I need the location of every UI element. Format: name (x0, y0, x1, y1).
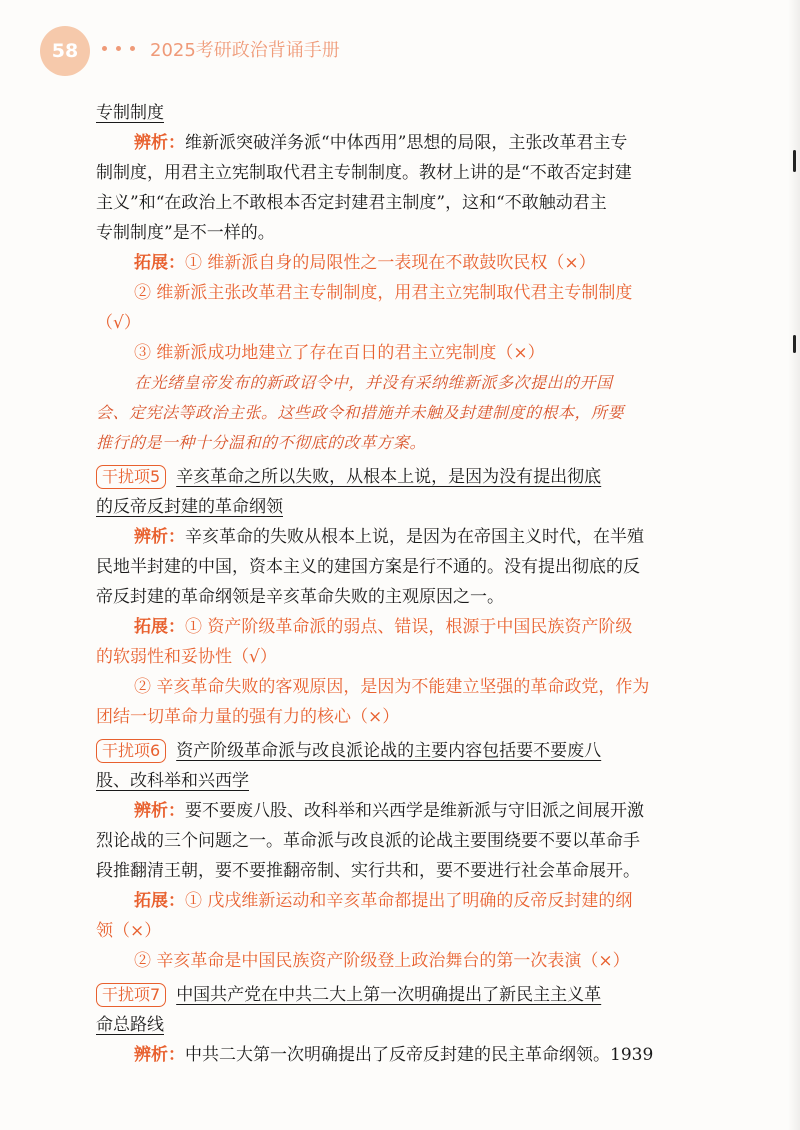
line-text: （√） (96, 313, 141, 333)
extension-line (96, 702, 706, 732)
extension-line (96, 612, 706, 642)
text-line (96, 552, 706, 582)
line-text: ② 辛亥革命是中国民族资产阶级登上政治舞台的第一次表演（×） (134, 951, 630, 971)
line-text: 中共二大第一次明确提出了反帝反封建的民主革命纲领。1939 (185, 1045, 654, 1065)
distractor-line (96, 736, 706, 766)
line-text: ① 戊戌维新运动和辛亥革命都提出了明确的反帝反封建的纲 (185, 891, 633, 911)
analysis-label: 辨析： (134, 133, 185, 153)
analysis-label: 辨析： (134, 1045, 185, 1065)
line-text: ① 维新派自身的局限性之一表现在不敢鼓吹民权（×） (185, 253, 596, 273)
text-line (96, 188, 706, 218)
dot-icon (116, 46, 121, 51)
line-text: 的反帝反封建的革命纲领 (96, 497, 283, 517)
line-text: ② 维新派主张改革君主专制制度，用君主立宪制取代君主专制制度 (134, 283, 633, 303)
analysis-line (96, 796, 706, 826)
line-text: 帝反封建的革命纲领是辛亥革命失败的主观原因之一。 (96, 587, 504, 607)
line-text: 民地半封建的中国，资本主义的建国方案是行不通的。没有提出彻底的反 (96, 557, 640, 577)
page-number: 58 (51, 40, 79, 62)
line-text: 的软弱性和妥协性（√） (96, 647, 277, 667)
text-line (96, 826, 706, 856)
line-text: 辛亥革命的失败从根本上说，是因为在帝国主义时代，在半殖 (185, 527, 644, 547)
text-line (96, 856, 706, 886)
extension-line (96, 308, 706, 338)
extension-line (96, 338, 706, 368)
extension-line (96, 916, 706, 946)
extension-line (96, 886, 706, 916)
note-text: 推行的是一种十分温和的不彻底的改革方案。 (96, 433, 427, 452)
text-line (96, 766, 706, 796)
text-line (96, 1010, 706, 1040)
distractor-text: 资产阶级革命派与改良派论战的主要内容包括要不要废八 (176, 741, 602, 761)
header-dots (102, 40, 135, 51)
distractor-line (96, 462, 706, 492)
line-text: 专制制度”是不一样的。 (96, 223, 275, 243)
distractor-tag: 干扰项5 (96, 465, 166, 489)
line-text: 专制制度 (96, 103, 164, 123)
dot-icon (102, 46, 107, 51)
distractor-tag: 干扰项7 (96, 983, 166, 1007)
line-text: ② 辛亥革命失败的客观原因，是因为不能建立坚强的革命政党，作为 (134, 677, 650, 697)
extension-label: 拓展： (134, 891, 185, 911)
extension-line (96, 672, 706, 702)
distractor-line (96, 980, 706, 1010)
note-line (96, 428, 706, 458)
line-text: 维新派突破洋务派“中体西用”思想的局限，主张改革君主专 (185, 133, 628, 153)
line-text: 团结一切革命力量的强有力的核心（×） (96, 707, 400, 727)
extension-line (96, 946, 706, 976)
note-line (96, 398, 706, 428)
extension-label: 拓展： (134, 253, 185, 273)
line-text: ③ 维新派成功地建立了存在百日的君主立宪制度（×） (134, 343, 545, 363)
page-content (96, 98, 706, 1070)
note-text: 在光绪皇帝发布的新政诏令中，并没有采纳维新派多次提出的开国 (134, 373, 613, 392)
line-text: 命总路线 (96, 1015, 164, 1035)
edge-mark (793, 335, 796, 353)
text-line (96, 492, 706, 522)
extension-line (96, 278, 706, 308)
note-line (96, 368, 706, 398)
distractor-text: 中国共产党在中共二大上第一次明确提出了新民主主义革 (176, 985, 602, 1005)
analysis-label: 辨析： (134, 801, 185, 821)
extension-line (96, 642, 706, 672)
text-line (96, 218, 706, 248)
extension-label: 拓展： (134, 617, 185, 637)
analysis-label: 辨析： (134, 527, 185, 547)
line-text: 领（×） (96, 921, 162, 941)
distractor-tag: 干扰项6 (96, 739, 166, 763)
text-line (96, 98, 706, 128)
note-text: 会、定宪法等政治主张。这些政令和措施并未触及封建制度的根本，所要 (96, 403, 625, 422)
text-line (96, 582, 706, 612)
edge-mark (793, 150, 796, 172)
analysis-line (96, 1040, 706, 1070)
book-title: 2025考研政治背诵手册 (150, 40, 340, 61)
dot-icon (130, 46, 135, 51)
line-text: 制制度，用君主立宪制取代君主专制制度。教材上讲的是“不敢否定封建 (96, 163, 632, 183)
line-text: 主义”和“在政治上不敢根本否定封建君主制度”，这和“不敢触动君主 (96, 193, 607, 213)
line-text: 烈论战的三个问题之一。革命派与改良派的论战主要围绕要不要以革命手 (96, 831, 640, 851)
extension-line (96, 248, 706, 278)
analysis-line (96, 128, 706, 158)
line-text: 股、改科举和兴西学 (96, 771, 249, 791)
line-text: 要不要废八股、改科举和兴西学是维新派与守旧派之间展开激 (185, 801, 644, 821)
line-text: 段推翻清王朝，要不要推翻帝制、实行共和，要不要进行社会革命展开。 (96, 861, 640, 881)
analysis-line (96, 522, 706, 552)
page-header (40, 26, 380, 76)
text-line (96, 158, 706, 188)
line-text: ① 资产阶级革命派的弱点、错误，根源于中国民族资产阶级 (185, 617, 633, 637)
distractor-text: 辛亥革命之所以失败，从根本上说，是因为没有提出彻底 (176, 467, 602, 487)
